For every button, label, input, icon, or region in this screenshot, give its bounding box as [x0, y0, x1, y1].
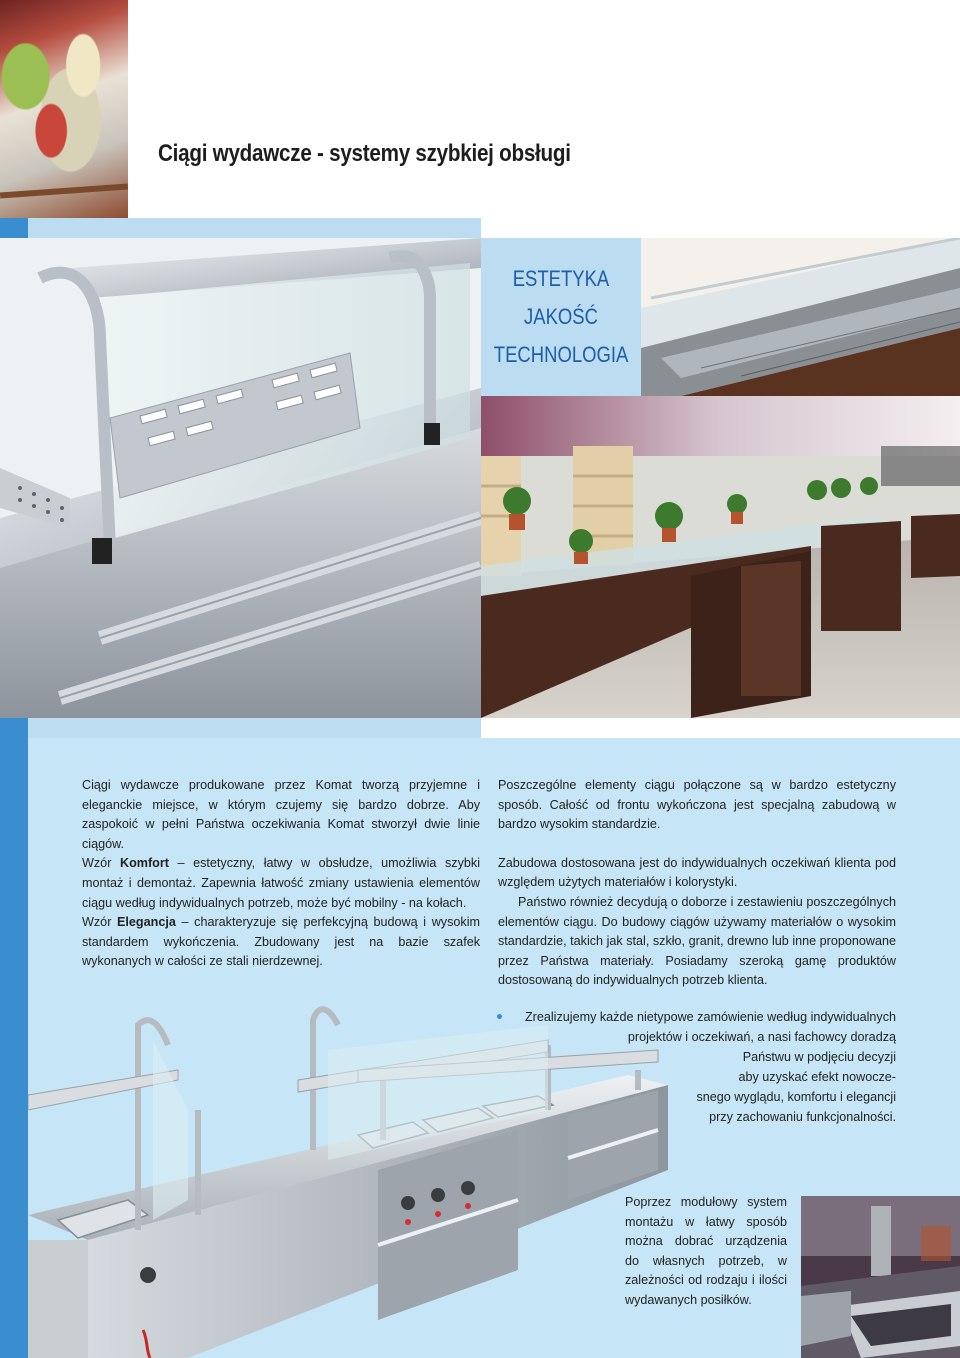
- komfort-paragraph: [82, 854, 480, 913]
- tagline-aesthetics: ESTETYKA: [512, 266, 610, 291]
- custom-order-line: projektów i oczekiwań, a nasi fachowcy doradzą: [627, 1030, 896, 1044]
- bain-marie-counter-illustration: [28, 1000, 688, 1358]
- tagline-technology: TECHNOLOGIA: [493, 342, 629, 367]
- custom-order-line: Zrealizujemy każde nietypowe zamówienie według indywidualnych: [524, 1010, 896, 1024]
- custom-order-line: aby uzyskać efekt nowocze-: [738, 1070, 896, 1084]
- custom-order-line: snego wyglądu, komfortu i elegancji: [696, 1090, 896, 1104]
- tagline-quality: JAKOŚĆ: [524, 304, 598, 329]
- custom-order-line: Państwu w podjęciu decyzji: [742, 1050, 896, 1064]
- canteen-interior-photo: [481, 396, 960, 718]
- selection-paragraph: Państwo również decydują o doborze i zestawieniu poszczególnych elementów ciągu. Do budowy ciągów używamy materiałów o wysokim standardzie, takich jak stal, szkło, granit, drewno lub inne proponowane przez Państwa materiały. Posiadamy szeroką gamę produktów dostosowaną do indywidualnych potrzeb klienta.: [498, 894, 896, 988]
- page-title: Ciągi wydawcze - systemy szybkiej obsługi: [158, 140, 571, 167]
- right-text-column: [498, 776, 896, 991]
- accent-stripe-lower: [0, 738, 28, 1358]
- kitchen-photo: [801, 1196, 960, 1358]
- tagline-box: [481, 238, 641, 396]
- elegancja-paragraph: [82, 913, 480, 972]
- food-photo: [0, 0, 128, 218]
- komfort-description: – estetyczny, łatwy w obsłudze, umożliwia szybki montaż i demontaż. Zapewnia łatwość zmiany ustawienia elementów ciągu według indywidualnych potrzeb, może być mobilny - na kołach.: [82, 856, 481, 910]
- finish-paragraph: Poszczególne elementy ciągu połączone są w bardzo estetyczny sposób. Całość od frontu wykończona jest specjalną zabudową w bardzo wysokim standardzie.: [498, 778, 896, 832]
- modular-system-text: Poprzez modułowy system montażu w łatwy sposób można dobrać urządzenia do własnych potrzeb, w zależności od rodzaju i ilości wydawanych posiłków.: [625, 1195, 787, 1307]
- left-text-column: [82, 776, 480, 972]
- serving-counter-illustration: [0, 238, 481, 718]
- elegancja-description: – charakteryzuje się perfekcyjną budową i wysokim standardem wykończenia. Zbudowany jest na bazie szafek wykonanych w całości ze stali nierdzewnej.: [82, 915, 480, 969]
- komfort-prefix: Wzór: [82, 856, 120, 871]
- buffet-counter-photo: [641, 238, 960, 396]
- elegancja-prefix: Wzór: [82, 915, 118, 930]
- komfort-name: Komfort: [119, 856, 169, 871]
- intro-paragraph: Ciągi wydawcze produkowane przez Komat tworzą przyjemne i eleganckie miejsce, w którym czujemy się bardzo dobrze. Aby zaspokoić w pełni Państwa oczekiwania Komat stworzył dwie linie ciągów.: [82, 778, 480, 851]
- elegancja-name: Elegancja: [117, 915, 176, 930]
- materials-paragraph: Zabudowa dostosowana jest do indywidualnych oczekiwań klienta pod względem użytych materiałów i kolorystyki.: [498, 855, 896, 890]
- custom-order-line: przy zachowaniu funkcjonalności.: [709, 1110, 896, 1124]
